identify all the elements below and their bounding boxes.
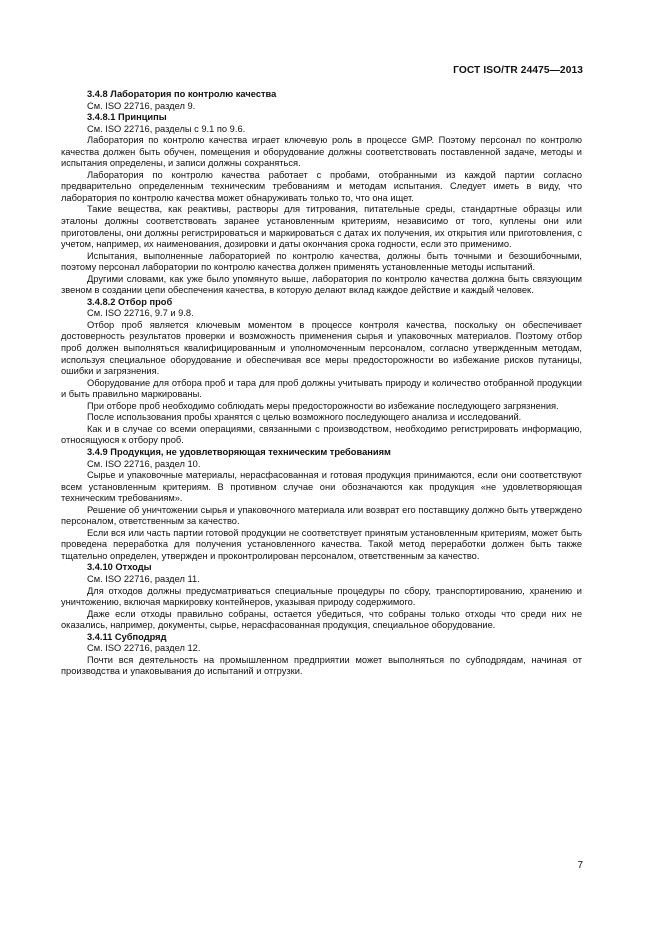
page-number: 7	[577, 860, 583, 871]
body-paragraph: Лаборатория по контролю качества играет ключевую роль в процессе GMP. Поэтому персонал по контролю качества должен быть обучен, помещения и оборудование должны соответствовать поставленной задаче, методы и испытания определены, и записи должны сохраняться.	[61, 135, 582, 169]
body-paragraph: Для отходов должны предусматриваться специальные процедуры по сбору, транспортированию, хранению и уничтожению, включая маркировку контейнеров, указывая природу содержимого.	[61, 585, 582, 608]
section-heading: 3.4.11 Субподряд	[87, 631, 167, 642]
reference-line: См. ISO 22716, раздел 10.	[87, 458, 201, 469]
body-paragraph: Как и в случае со всеми операциями, связанными с производством, необходимо регистрировать информацию, относящуюся к отбору проб.	[61, 423, 582, 446]
body-paragraph: Даже если отходы правильно собраны, остается убедиться, что собраны только отходы что среди них не оказались, например, документы, сырье, нерасфасованная продукция, специальное оборудование.	[61, 608, 582, 631]
document-header: ГОСТ ISO/TR 24475—2013	[453, 65, 583, 76]
section-heading: 3.4.9 Продукция, не удовлетворяющая техническим требованиям	[87, 446, 391, 457]
body-paragraph: Испытания, выполненные лабораторией по контролю качества, должны быть точными и безошибочными, поэтому персонал лаборатории по контролю качества должен применять установленные методы испытаний.	[61, 250, 582, 273]
body-paragraph: Лаборатория по контролю качества работает с пробами, отобранными из каждой партии согласно предварительно определенным техническим требованиям и методам испытания. Следует иметь в виду, что лаборатория по контролю качества может обнаруживать только то, что она ищет.	[61, 169, 582, 203]
body-paragraph: Сырье и упаковочные материалы, нерасфасованная и готовая продукция принимаются, если они соответствуют всем установленным критериям. В противном случае они обозначаются как продукция «не удовлетворяющая техническим требованиям».	[61, 470, 582, 504]
section-heading: 3.4.10 Отходы	[87, 562, 152, 573]
reference-line: См. ISO 22716, 9.7 и 9.8.	[87, 308, 194, 319]
reference-line: См. ISO 22716, разделы с 9.1 по 9.6.	[87, 123, 246, 134]
body-paragraph: Такие вещества, как реактивы, растворы для титрования, питательные среды, стандартные образцы или эталоны должны соответствовать заранее установленным критериям, независимо от того, куплены они или приготовлены, они должны регистрироваться и маркироваться с датах их получения, их открытия или приготовления, с учетом, например, их наименования, дозировки и даты окончания срока годности, если это применимо.	[61, 204, 582, 250]
body-paragraph: Оборудование для отбора проб и тара для проб должны учитывать природу и количество отобранной продукции и быть правильно маркированы.	[61, 377, 582, 400]
section-heading: 3.4.8 Лаборатория по контролю качества	[87, 89, 277, 99]
reference-line: См. ISO 22716, раздел 9.	[87, 100, 196, 111]
reference-line: См. ISO 22716, раздел 12.	[87, 643, 201, 654]
body-paragraph: Отбор проб является ключевым моментом в процессе контроля качества, поскольку он обеспечивает достоверность результатов проверки и возможность применения сырья и упаковочных материалов. Поэтому отбор проб должен выполняться квалифицированным и уполномоченным персоналом, согласно утвержденным методам, используя специальное оборудование и обеспечивая все меры предосторожности во избежание рисков путаницы, ошибки и загрязнения.	[61, 319, 582, 377]
body-paragraph: Если вся или часть партии готовой продукции не соответствует принятым установленным критериям, может быть проведена переработка для получения установленного качества. Такой метод переработки должен быть также тщательно определен, утвержден и проконтролирован персоналом, ответственным за качество.	[61, 527, 582, 561]
document-body	[61, 89, 582, 678]
body-paragraph: Решение об уничтожении сырья и упаковочного материала или возврат его поставщику должно быть утверждено персоналом, ответственным за качество.	[61, 504, 582, 527]
body-paragraph: Почти вся деятельность на промышленном предприятии может выполняться по субподрядам, начиная от производства и упаковывания до испытаний и отгрузки.	[61, 654, 582, 677]
body-paragraph: При отборе проб необходимо соблюдать меры предосторожности во избежание последующего загрязнения.	[87, 400, 559, 411]
reference-line: См. ISO 22716, раздел 11.	[87, 573, 200, 584]
body-paragraph: Другими словами, как уже было упомянуто выше, лаборатория по контролю качества должна быть связующим звеном в создании цепи обеспечения качества, в которую делают вклад каждое действие и каждый человек.	[61, 273, 582, 296]
section-heading: 3.4.8.2 Отбор проб	[87, 296, 173, 307]
body-paragraph: После использования пробы хранятся с целью возможного последующего анализа и исследований.	[87, 412, 522, 423]
section-heading: 3.4.8.1 Принципы	[87, 112, 167, 123]
